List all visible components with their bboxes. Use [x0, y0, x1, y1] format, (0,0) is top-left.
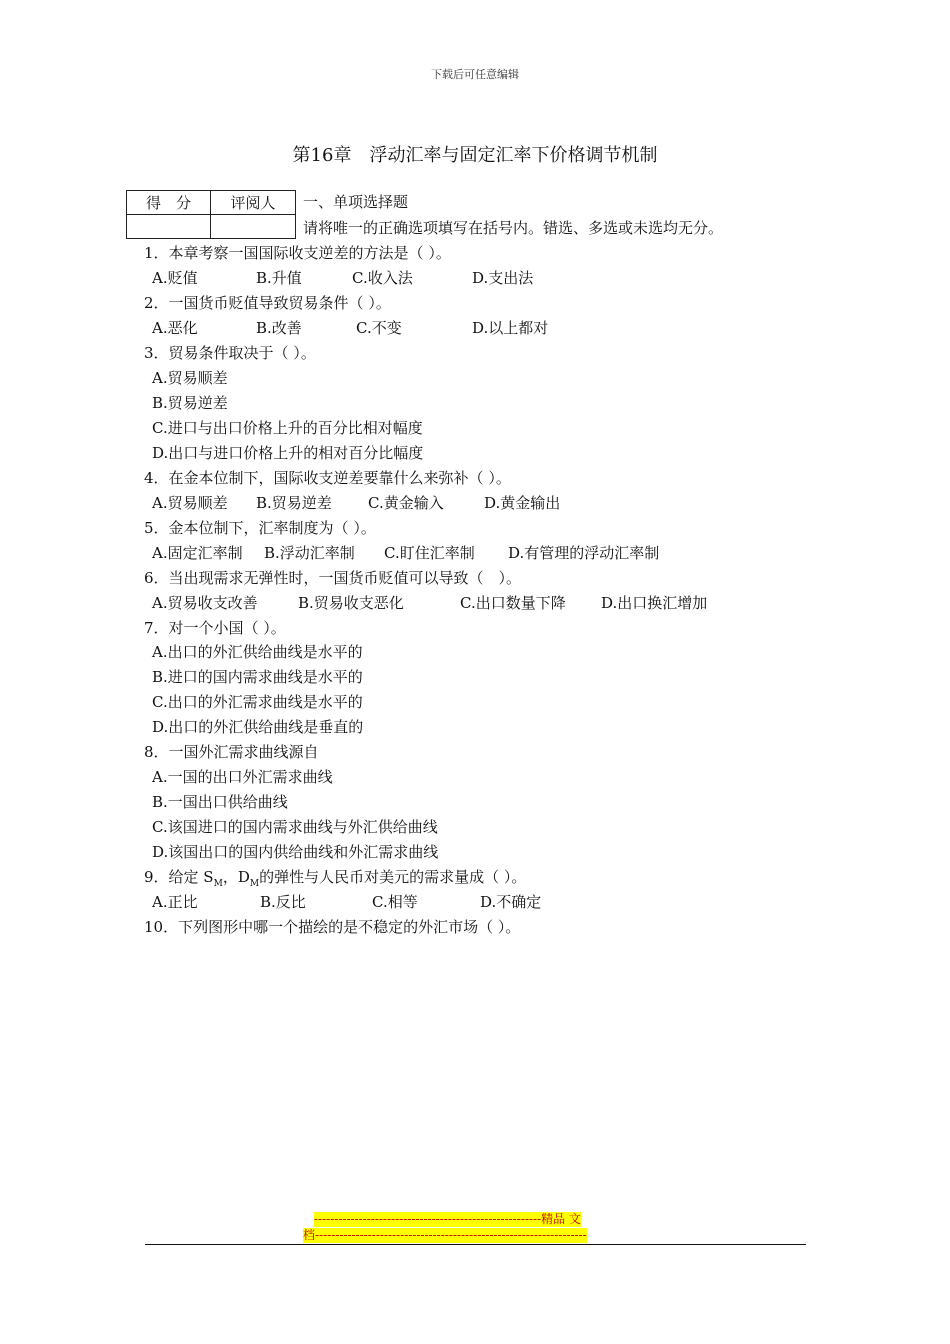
option-1c: C.收入法: [352, 269, 413, 287]
option-1a: A.贬值: [152, 269, 198, 287]
option-3a: A.贸易顺差: [152, 369, 228, 387]
option-8a: A.一国的出口外汇需求曲线: [152, 768, 333, 786]
question-2: 2．一国货币贬值导致贸易条件（ ）。: [144, 294, 391, 312]
option-2c: C.不变: [356, 319, 402, 337]
options-row-1: [152, 266, 752, 291]
option-9d: D.不确定: [480, 893, 542, 911]
option-8d: D.该国出口的国内供给曲线和外汇需求曲线: [152, 843, 439, 861]
reviewer-cell: [211, 215, 296, 239]
section-instruction: 请将唯一的正确选项填写在括号内。错选、多选或未选均无分。: [303, 219, 724, 237]
option-6c: C.出口数量下降: [460, 594, 566, 612]
question-6: 6．当出现需求无弹性时，一国货币贬值可以导致（ ）。: [144, 569, 522, 587]
footer-line-2: 档-------------------------------------------------------------------: [303, 1228, 587, 1242]
score-table: [126, 190, 296, 239]
question-9-prefix: 9．给定 S: [144, 868, 214, 886]
options-row-9: [152, 890, 752, 915]
option-7d: D.出口的外汇供给曲线是垂直的: [152, 718, 364, 736]
option-2d: D.以上都对: [472, 319, 549, 337]
option-5d: D.有管理的浮动汇率制: [508, 544, 660, 562]
question-7: 7．对一个小国（ ）。: [144, 619, 286, 637]
option-6d: D.出口换汇增加: [601, 594, 708, 612]
subscript-m-1: M: [213, 879, 223, 889]
section-heading: 一、单项选择题: [303, 193, 409, 211]
option-3c: C.进口与出口价格上升的百分比相对幅度: [152, 419, 423, 437]
option-5b: B.浮动汇率制: [264, 544, 355, 562]
option-2a: A.恶化: [152, 319, 198, 337]
question-8: 8．一国外汇需求曲线源自: [144, 743, 319, 761]
option-4d: D.黄金输出: [484, 494, 561, 512]
reviewer-label: 评阅人: [211, 191, 296, 215]
question-3: 3．贸易条件取决于（ ）。: [144, 344, 316, 362]
option-3d: D.出口与进口价格上升的相对百分比幅度: [152, 444, 424, 462]
score-label: 得 分: [127, 191, 211, 215]
subscript-m-2: M: [249, 879, 260, 889]
option-6a: A.贸易收支改善: [152, 594, 258, 612]
question-5: 5．金本位制下，汇率制度为（ ）。: [144, 519, 376, 537]
header-note: 下载后可任意编辑: [431, 68, 519, 81]
option-9b: B.反比: [260, 893, 306, 911]
options-row-6: [152, 591, 772, 616]
option-7b: B.进口的国内需求曲线是水平的: [152, 668, 363, 686]
option-5c: C.盯住汇率制: [384, 544, 475, 562]
option-9a: A.正比: [152, 893, 198, 911]
option-8b: B.一国出口供给曲线: [152, 793, 288, 811]
option-8c: C.该国进口的国内需求曲线与外汇供给曲线: [152, 818, 438, 836]
option-7a: A.出口的外汇供给曲线是水平的: [152, 643, 363, 661]
option-5a: A.固定汇率制: [152, 544, 243, 562]
option-4a: A.贸易顺差: [152, 494, 228, 512]
page-title: 第16章 浮动汇率与固定汇率下价格调节机制: [292, 145, 658, 166]
question-10: 10．下列图形中哪一个描绘的是不稳定的外汇市场（ ）。: [144, 918, 521, 936]
option-1d: D.支出法: [472, 269, 534, 287]
option-2b: B.改善: [256, 319, 302, 337]
options-row-4: [152, 491, 772, 516]
option-3b: B.贸易逆差: [152, 394, 228, 412]
options-row-5: [152, 541, 772, 566]
score-cell: [127, 215, 211, 239]
option-4b: B.贸易逆差: [256, 494, 332, 512]
option-4c: C.黄金输入: [368, 494, 444, 512]
option-9c: C.相等: [372, 893, 418, 911]
option-6b: B.贸易收支恶化: [298, 594, 404, 612]
question-4: 4．在金本位制下，国际收支逆差要靠什么来弥补（ ）。: [144, 469, 511, 487]
footer-line-1: --------------------------------------------------------精品 文: [314, 1212, 581, 1226]
option-1b: B.升值: [256, 269, 302, 287]
options-row-2: [152, 316, 752, 341]
option-7c: C.出口的外汇需求曲线是水平的: [152, 693, 363, 711]
question-9-mid: ，D: [222, 868, 250, 886]
question-1: 1．本章考察一国国际收支逆差的方法是（ ）。: [144, 244, 451, 262]
question-9-suffix: 的弹性与人民币对美元的需求量成（ ）。: [259, 868, 527, 886]
footer-rule: [145, 1244, 806, 1245]
